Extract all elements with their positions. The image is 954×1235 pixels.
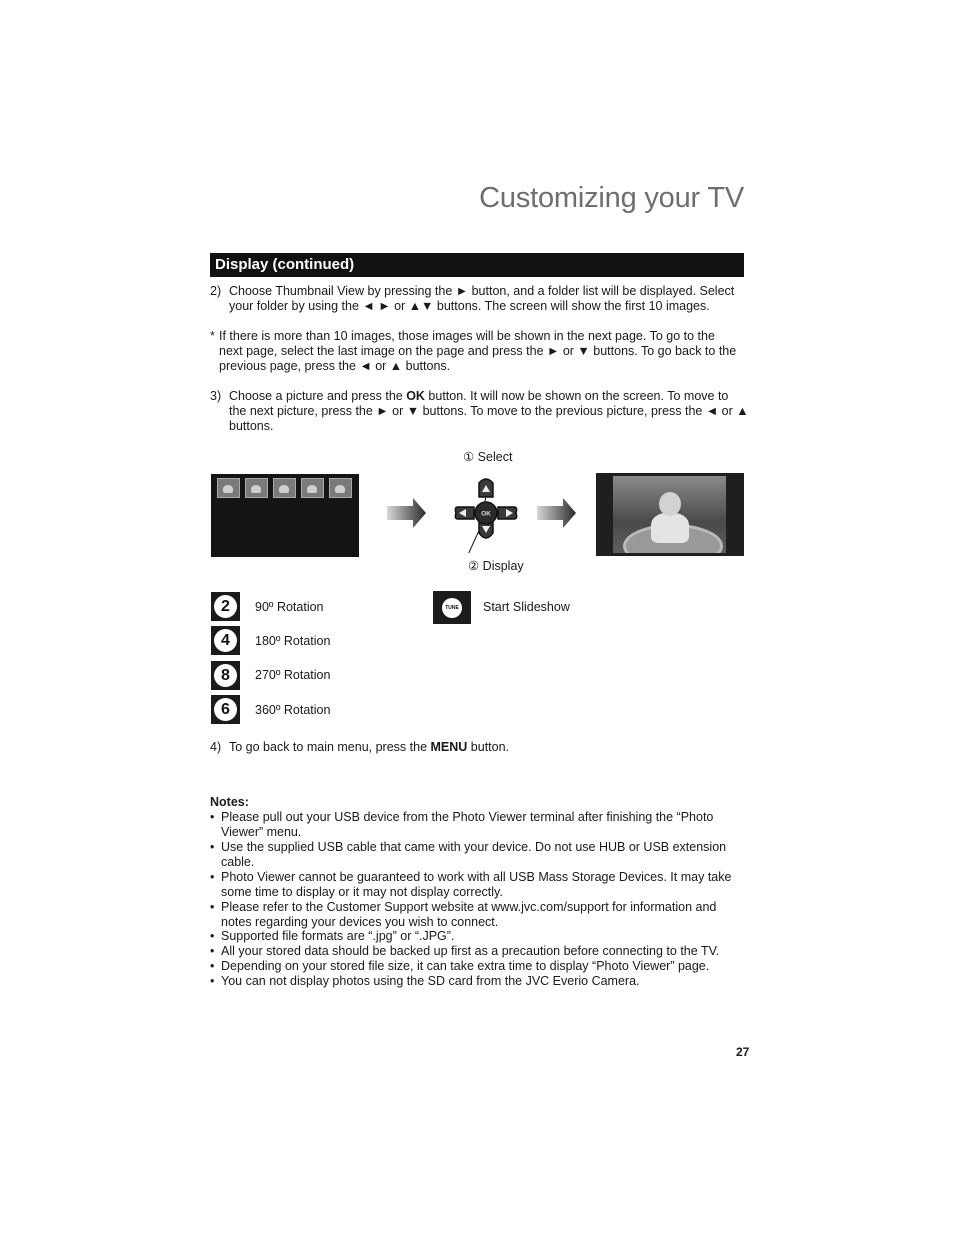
baby-photo xyxy=(613,476,726,553)
rotation-label-90: 90º Rotation xyxy=(255,600,324,614)
thumbnail-image xyxy=(245,478,268,498)
section-header xyxy=(210,253,744,277)
ok-button-label: OK xyxy=(481,510,491,518)
key-8-icon: 8 xyxy=(211,661,240,690)
slideshow-label: Start Slideshow xyxy=(483,600,570,614)
step-3 xyxy=(210,389,750,437)
key-2-icon: 2 xyxy=(211,592,240,621)
step-3-number: 3) xyxy=(210,389,222,403)
page-number: 27 xyxy=(736,1045,750,1059)
full-photo-screen xyxy=(596,473,744,556)
note-item: • Depending on your stored file size, it can take extra time to display “Photo Viewer” page. xyxy=(210,959,710,973)
thumbnail-image xyxy=(273,478,296,498)
step-3-text: Choose a picture and press the OK button. It will now be shown on the screen. To move to the next picture, press the ► or ▼ buttons. To move to the previous picture, press the ◄ or ▲ buttons. xyxy=(229,389,749,433)
note-marker: * xyxy=(210,329,215,343)
page-title: Customizing your TV xyxy=(479,182,744,214)
key-4-icon: 4 xyxy=(211,626,240,655)
note-item: • Please refer to the Customer Support website at www.jvc.com/support for information and notes regarding your devices you wish to connect. xyxy=(210,900,717,929)
step-4 xyxy=(210,740,750,756)
rotation-label-270: 270º Rotation xyxy=(255,668,331,682)
step-2-text: Choose Thumbnail View by pressing the ► button, and a folder list will be displayed. Select your folder by using the ◄ ► or ▲▼ buttons. The screen will show the first 10 images. xyxy=(229,284,735,313)
section-title: Display (continued) xyxy=(215,256,355,273)
select-label: ① Select xyxy=(463,450,513,464)
thumbnail-view-screen xyxy=(211,474,359,557)
step-4-number: 4) xyxy=(210,740,222,754)
key-6-icon: 6 xyxy=(211,695,240,724)
note-item: • Use the supplied USB cable that came with your device. Do not use HUB or USB extension cable. xyxy=(210,840,727,869)
step-2-number: 2) xyxy=(210,284,222,298)
note-item: • All your stored data should be backed up first as a precaution before connecting to the TV. xyxy=(210,944,720,958)
step-4-text: To go back to main menu, press the MENU button. xyxy=(229,740,510,754)
display-label: ② Display xyxy=(468,559,524,573)
thumbnail-image xyxy=(217,478,240,498)
note-item: • Please pull out your USB device from the Photo Viewer terminal after finishing the “Photo Viewer” menu. xyxy=(210,810,714,839)
note-item: • Supported file formats are “.jpg” or “.JPG”. xyxy=(210,929,455,943)
notes-title: Notes: xyxy=(210,795,249,809)
right-arrow-icon xyxy=(387,497,427,529)
note-text: If there is more than 10 images, those images will be shown in the next page. To go to the next page, select the last image on the page and press the ► or ▼ buttons. To go back to the previous page, press the ◄ or ▲ buttons. xyxy=(219,329,737,373)
note-item: • Photo Viewer cannot be guaranteed to work with all USB Mass Storage Devices. It may take some time to display or it may not display correctly. xyxy=(210,870,732,899)
rotation-label-180: 180º Rotation xyxy=(255,634,331,648)
thumbnail-image xyxy=(329,478,352,498)
note-item: • You can not display photos using the SD card from the JVC Everio Camera. xyxy=(210,974,640,988)
remote-dpad xyxy=(452,473,520,553)
overflow-note xyxy=(210,329,740,377)
step-2 xyxy=(210,284,750,316)
thumbnail-image xyxy=(301,478,324,498)
tune-key-icon: TUNE xyxy=(433,591,471,624)
rotation-label-360: 360º Rotation xyxy=(255,703,331,717)
right-arrow-icon xyxy=(537,497,577,529)
